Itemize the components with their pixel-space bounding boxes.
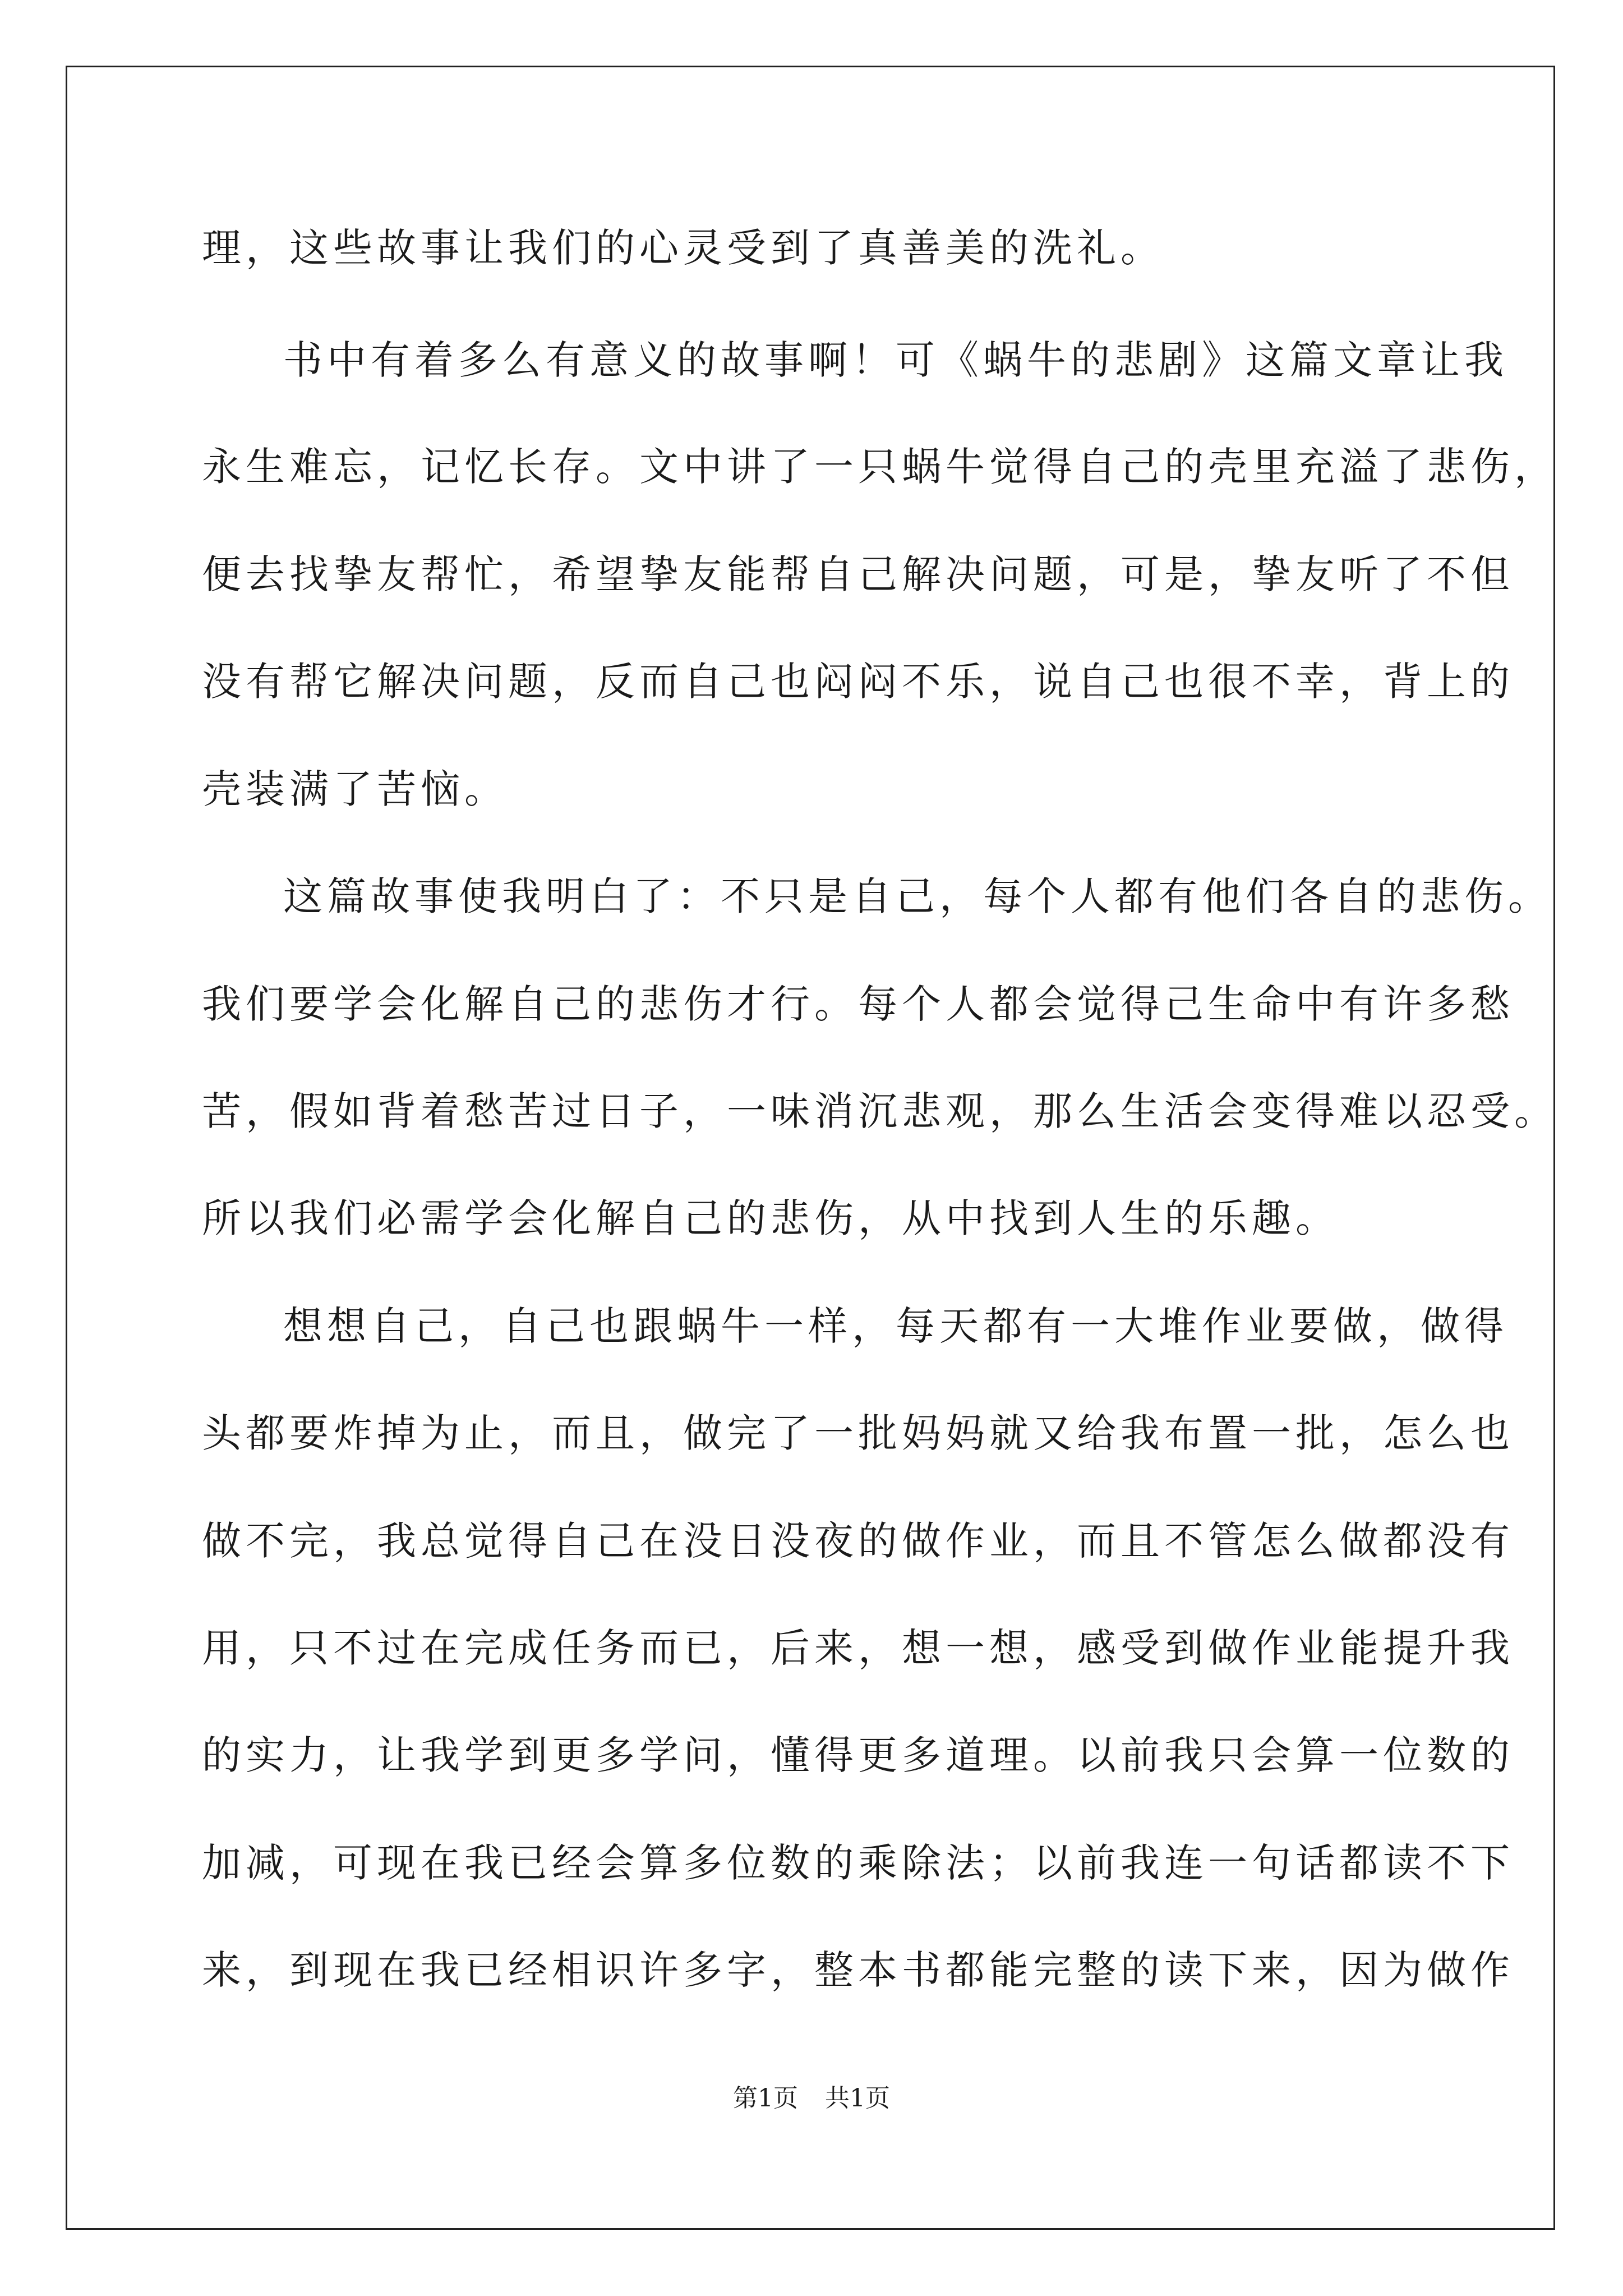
text-line: 想想自己，自己也跟蜗牛一样，每天都有一大堆作业要做，做得: [283, 1303, 1508, 1349]
text-line: 没有帮它解决问题，反而自己也闷闷不乐，说自己也很不幸，背上的: [202, 659, 1514, 705]
text-line: 所以我们必需学会化解自己的悲伤，从中找到人生的乐趣。: [202, 1195, 1339, 1241]
text-line: 这篇故事使我明白了：不只是自己，每个人都有他们各自的悲伤。: [283, 873, 1552, 919]
text-line: 做不完，我总觉得自己在没日没夜的做作业，而且不管怎么做都没有: [202, 1518, 1514, 1564]
text-line: 的实力，让我学到更多学问，懂得更多道理。以前我只会算一位数的: [202, 1732, 1514, 1778]
text-line: 便去找挚友帮忙，希望挚友能帮自己解决问题，可是，挚友听了不但: [202, 551, 1514, 597]
text-line: 理，这些故事让我们的心灵受到了真善美的洗礼。: [202, 225, 1164, 271]
text-line: 永生难忘，记忆长存。文中讲了一只蜗牛觉得自己的壳里充溢了悲伤，: [202, 444, 1558, 490]
text-line: 头都要炸掉为止，而且，做完了一批妈妈就又给我布置一批，怎么也: [202, 1410, 1514, 1456]
page-number: 第1页: [733, 2084, 798, 2113]
page-footer: [0, 2082, 1623, 2115]
text-line: 壳装满了苦恼。: [202, 766, 508, 812]
text-line: 用，只不过在完成任务而已，后来，想一想，感受到做作业能提升我: [202, 1625, 1514, 1671]
page-total: 共1页: [825, 2084, 890, 2113]
text-line: 我们要学会化解自己的悲伤才行。每个人都会觉得己生命中有许多愁: [202, 981, 1514, 1027]
page-border: [66, 66, 1555, 2230]
text-line: 书中有着多么有意义的故事啊！可《蜗牛的悲剧》这篇文章让我: [283, 337, 1508, 383]
text-line: 加减，可现在我已经会算多位数的乘除法；以前我连一句话都读不下: [202, 1840, 1514, 1886]
text-line: 苦，假如背着愁苦过日子，一味消沉悲观，那么生活会变得难以忍受。: [202, 1088, 1558, 1134]
text-line: 来，到现在我已经相识许多字，整本书都能完整的读下来，因为做作: [202, 1947, 1514, 1993]
